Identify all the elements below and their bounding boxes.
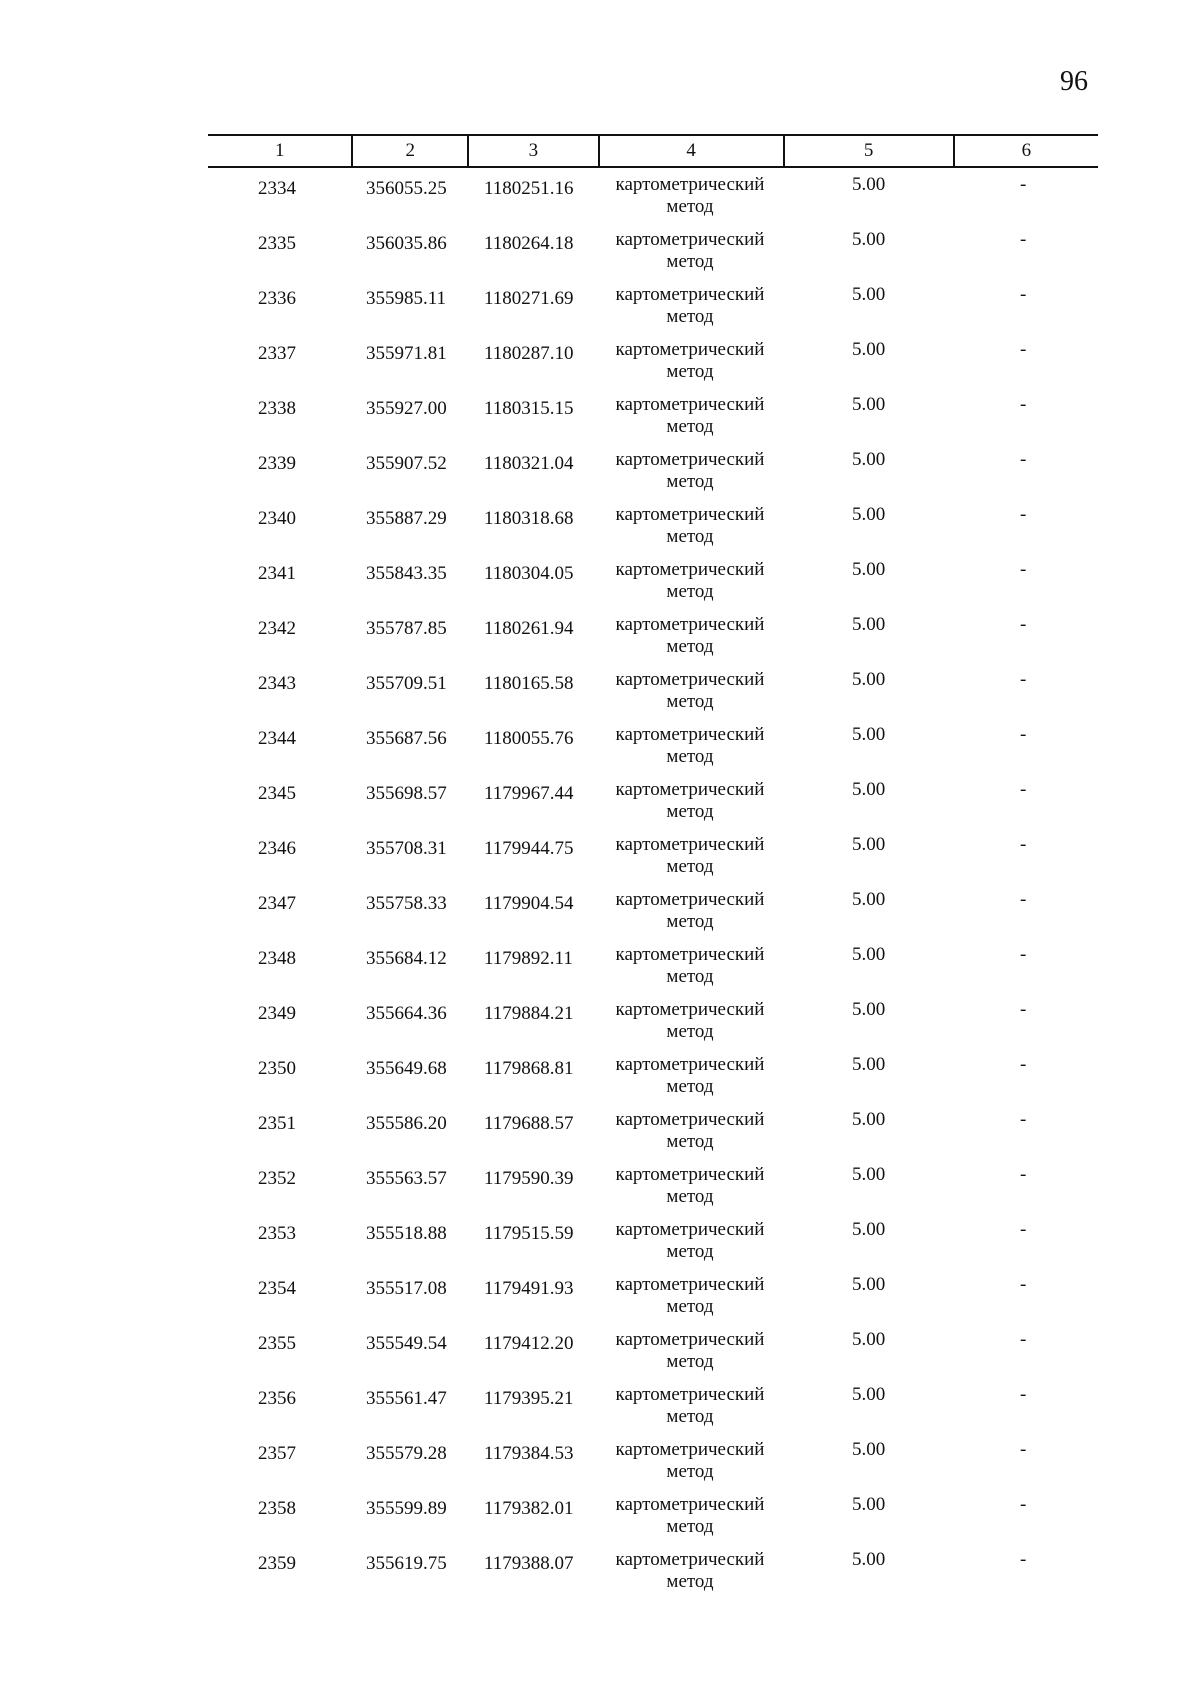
coordinate-y: 1179515.59 [484,1223,574,1244]
description-value: - [1020,779,1027,800]
description-value: - [1020,1549,1027,1570]
accuracy-value: 5.00 [852,614,886,635]
coordinate-x: 356035.86 [366,233,447,254]
method-line-2: метод [666,911,714,932]
point-number: 2357 [258,1443,296,1464]
coordinate-x: 355664.36 [366,1003,447,1024]
table-row [0,447,1200,502]
description-value: - [1020,1219,1027,1240]
description-value: - [1020,559,1027,580]
table-row [0,777,1200,832]
coordinate-y: 1179388.07 [484,1553,574,1574]
table-row [0,392,1200,447]
table-row [0,832,1200,887]
point-number: 2352 [258,1168,296,1189]
accuracy-value: 5.00 [852,504,886,525]
coordinate-y: 1180165.58 [484,673,574,694]
description-value: - [1020,339,1027,360]
coordinate-x: 355649.68 [366,1058,447,1079]
coordinate-x: 355758.33 [366,893,447,914]
point-number: 2354 [258,1278,296,1299]
method-line-2: метод [666,691,714,712]
method-line-2: метод [666,581,714,602]
point-number: 2355 [258,1333,296,1354]
table-row [0,337,1200,392]
method-line-1: картометрический [615,1164,765,1185]
accuracy-value: 5.00 [852,1439,886,1460]
coordinate-y: 1180315.15 [484,398,574,419]
coordinate-x: 355684.12 [366,948,447,969]
accuracy-value: 5.00 [852,1549,886,1570]
method-line-1: картометрический [615,174,765,195]
description-value: - [1020,504,1027,525]
point-number: 2356 [258,1388,296,1409]
table-header [208,134,1098,168]
method-line-2: метод [666,801,714,822]
accuracy-value: 5.00 [852,339,886,360]
point-number: 2346 [258,838,296,859]
coordinate-y: 1179688.57 [484,1113,574,1134]
method-line-1: картометрический [615,559,765,580]
table-row [0,942,1200,997]
method-line-2: метод [666,1296,714,1317]
table-row [0,1492,1200,1547]
method-line-1: картометрический [615,1054,765,1075]
method-line-1: картометрический [615,504,765,525]
coordinate-x: 355579.28 [366,1443,447,1464]
table-body [0,172,1200,1602]
description-value: - [1020,1329,1027,1350]
accuracy-value: 5.00 [852,284,886,305]
accuracy-value: 5.00 [852,394,886,415]
coordinate-y: 1179967.44 [484,783,574,804]
description-value: - [1020,394,1027,415]
method-line-1: картометрический [615,889,765,910]
coordinate-x: 355599.89 [366,1498,447,1519]
method-line-2: метод [666,1571,714,1592]
description-value: - [1020,1384,1027,1405]
header-col-2: 2 [351,136,467,166]
description-value: - [1020,174,1027,195]
coordinate-y: 1180287.10 [484,343,574,364]
description-value: - [1020,284,1027,305]
description-value: - [1020,1054,1027,1075]
page-number: 96 [1060,66,1088,97]
table-row [0,1162,1200,1217]
accuracy-value: 5.00 [852,944,886,965]
coordinate-x: 355518.88 [366,1223,447,1244]
accuracy-value: 5.00 [852,1054,886,1075]
coordinate-x: 355927.00 [366,398,447,419]
coordinate-y: 1179884.21 [484,1003,574,1024]
header-col-4: 4 [598,136,783,166]
point-number: 2335 [258,233,296,254]
coordinate-x: 355517.08 [366,1278,447,1299]
coordinate-y: 1180304.05 [484,563,574,584]
accuracy-value: 5.00 [852,1329,886,1350]
coordinate-y: 1180321.04 [484,453,574,474]
method-line-1: картометрический [615,834,765,855]
method-line-1: картометрический [615,779,765,800]
description-value: - [1020,1439,1027,1460]
accuracy-value: 5.00 [852,834,886,855]
method-line-1: картометрический [615,284,765,305]
point-number: 2340 [258,508,296,529]
coordinate-x: 356055.25 [366,178,447,199]
point-number: 2334 [258,178,296,199]
table-row [0,1217,1200,1272]
table-row [0,1547,1200,1602]
table-row [0,887,1200,942]
method-line-2: метод [666,1241,714,1262]
table-row [0,172,1200,227]
coordinate-y: 1179892.11 [484,948,573,969]
coordinate-y: 1180261.94 [484,618,574,639]
accuracy-value: 5.00 [852,229,886,250]
description-value: - [1020,999,1027,1020]
coordinate-y: 1179491.93 [484,1278,574,1299]
coordinate-y: 1179395.21 [484,1388,574,1409]
method-line-2: метод [666,416,714,437]
table-row [0,997,1200,1052]
point-number: 2338 [258,398,296,419]
description-value: - [1020,834,1027,855]
accuracy-value: 5.00 [852,174,886,195]
header-col-1: 1 [274,140,285,161]
coordinate-x: 355586.20 [366,1113,447,1134]
coordinate-x: 355549.54 [366,1333,447,1354]
table-row [0,502,1200,557]
coordinate-x: 355787.85 [366,618,447,639]
coordinate-y: 1179868.81 [484,1058,574,1079]
coordinate-y: 1179904.54 [484,893,574,914]
method-line-1: картометрический [615,1219,765,1240]
method-line-2: метод [666,1131,714,1152]
accuracy-value: 5.00 [852,1164,886,1185]
coordinate-y: 1179384.53 [484,1443,574,1464]
point-number: 2343 [258,673,296,694]
point-number: 2348 [258,948,296,969]
method-line-1: картометрический [615,1109,765,1130]
method-line-2: метод [666,196,714,217]
method-line-2: метод [666,471,714,492]
point-number: 2342 [258,618,296,639]
table-row [0,1437,1200,1492]
accuracy-value: 5.00 [852,1494,886,1515]
table-row [0,1272,1200,1327]
accuracy-value: 5.00 [852,1274,886,1295]
method-line-2: метод [666,1076,714,1097]
table-row [0,612,1200,667]
coordinate-y: 1180318.68 [484,508,574,529]
coordinate-x: 355887.29 [366,508,447,529]
method-line-2: метод [666,746,714,767]
point-number: 2345 [258,783,296,804]
method-line-2: метод [666,1406,714,1427]
method-line-2: метод [666,1021,714,1042]
coordinate-x: 355709.51 [366,673,447,694]
table-row [0,667,1200,722]
point-number: 2344 [258,728,296,749]
coordinate-x: 355563.57 [366,1168,447,1189]
method-line-1: картометрический [615,1384,765,1405]
description-value: - [1020,1274,1027,1295]
coordinate-y: 1180264.18 [484,233,574,254]
method-line-2: метод [666,361,714,382]
table-row [0,1107,1200,1162]
description-value: - [1020,724,1027,745]
method-line-1: картометрический [615,999,765,1020]
method-line-2: метод [666,856,714,877]
description-value: - [1020,944,1027,965]
method-line-1: картометрический [615,1329,765,1350]
accuracy-value: 5.00 [852,1219,886,1240]
coordinate-y: 1180055.76 [484,728,574,749]
method-line-2: метод [666,1516,714,1537]
point-number: 2337 [258,343,296,364]
method-line-1: картометрический [615,1439,765,1460]
method-line-2: метод [666,306,714,327]
accuracy-value: 5.00 [852,889,886,910]
description-value: - [1020,1109,1027,1130]
method-line-1: картометрический [615,394,765,415]
point-number: 2341 [258,563,296,584]
method-line-2: метод [666,636,714,657]
accuracy-value: 5.00 [852,779,886,800]
table-row [0,557,1200,612]
description-value: - [1020,889,1027,910]
point-number: 2339 [258,453,296,474]
description-value: - [1020,1164,1027,1185]
table-row [0,1382,1200,1437]
header-col-6: 6 [953,136,1098,166]
method-line-1: картометрический [615,449,765,470]
table-row [0,1052,1200,1107]
method-line-2: метод [666,1186,714,1207]
point-number: 2349 [258,1003,296,1024]
coordinate-y: 1179944.75 [484,838,574,859]
accuracy-value: 5.00 [852,449,886,470]
method-line-1: картометрический [615,1274,765,1295]
point-number: 2336 [258,288,296,309]
method-line-2: метод [666,966,714,987]
accuracy-value: 5.00 [852,724,886,745]
method-line-2: метод [666,1461,714,1482]
method-line-1: картометрический [615,1494,765,1515]
method-line-1: картометрический [615,669,765,690]
accuracy-value: 5.00 [852,559,886,580]
point-number: 2353 [258,1223,296,1244]
table-row [0,1327,1200,1382]
point-number: 2347 [258,893,296,914]
accuracy-value: 5.00 [852,1109,886,1130]
coordinate-x: 355985.11 [366,288,447,309]
point-number: 2350 [258,1058,296,1079]
coordinate-x: 355843.35 [366,563,447,584]
coordinate-x: 355971.81 [366,343,447,364]
coordinate-x: 355619.75 [366,1553,447,1574]
point-number: 2351 [258,1113,296,1134]
coordinate-x: 355687.56 [366,728,447,749]
method-line-2: метод [666,251,714,272]
point-number: 2358 [258,1498,296,1519]
coordinate-y: 1180271.69 [484,288,574,309]
point-number: 2359 [258,1553,296,1574]
coordinate-y: 1179590.39 [484,1168,574,1189]
coordinate-x: 355907.52 [366,453,447,474]
coordinate-x: 355708.31 [366,838,447,859]
description-value: - [1020,1494,1027,1515]
table-row [0,722,1200,777]
header-col-5: 5 [783,136,953,166]
coordinate-x: 355698.57 [366,783,447,804]
coordinate-y: 1179412.20 [484,1333,574,1354]
method-line-1: картометрический [615,944,765,965]
table-row [0,227,1200,282]
accuracy-value: 5.00 [852,1384,886,1405]
method-line-1: картометрический [615,614,765,635]
coordinate-x: 355561.47 [366,1388,447,1409]
description-value: - [1020,614,1027,635]
header-col-3: 3 [467,136,598,166]
description-value: - [1020,229,1027,250]
accuracy-value: 5.00 [852,669,886,690]
method-line-2: метод [666,526,714,547]
coordinate-y: 1180251.16 [484,178,574,199]
table-row [0,282,1200,337]
coordinate-y: 1179382.01 [484,1498,574,1519]
accuracy-value: 5.00 [852,999,886,1020]
description-value: - [1020,669,1027,690]
method-line-1: картометрический [615,229,765,250]
method-line-1: картометрический [615,724,765,745]
method-line-1: картометрический [615,339,765,360]
method-line-2: метод [666,1351,714,1372]
description-value: - [1020,449,1027,470]
method-line-1: картометрический [615,1549,765,1570]
